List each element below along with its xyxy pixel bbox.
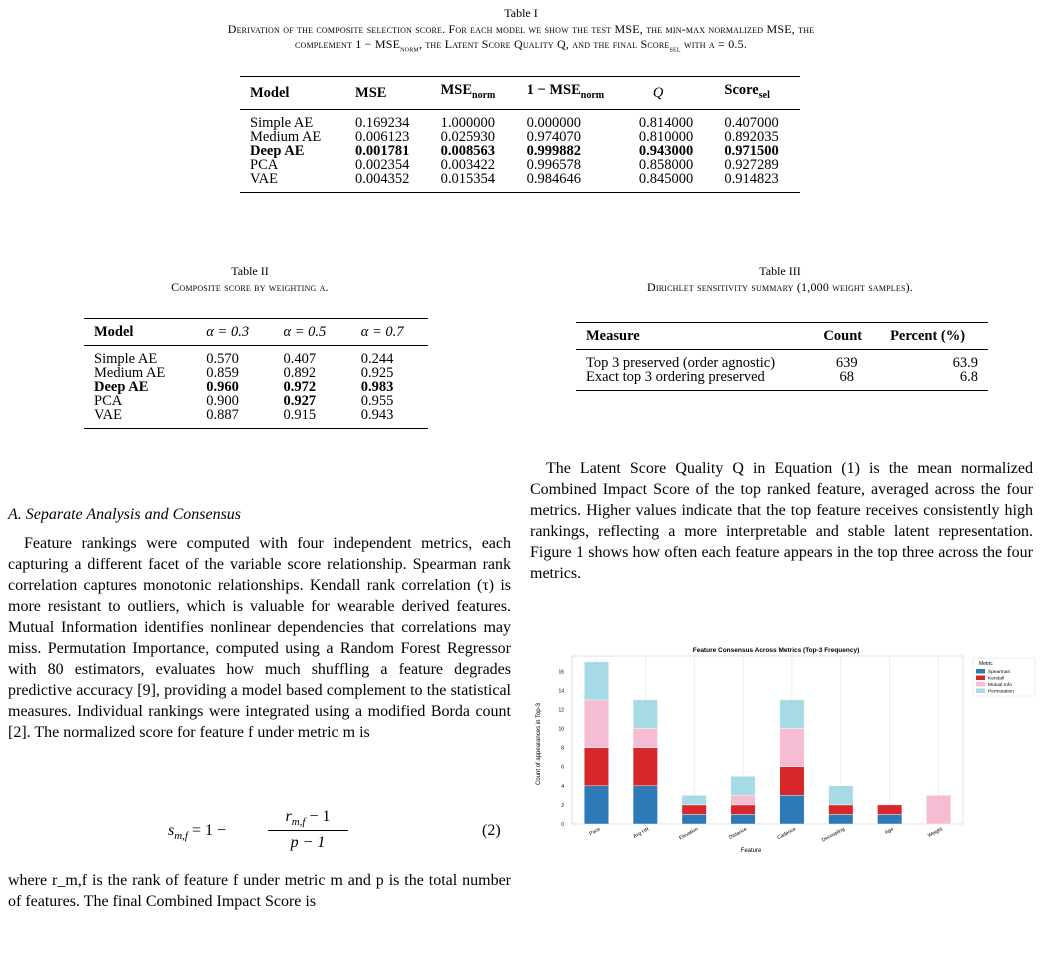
bar-segment-permutation <box>829 786 853 805</box>
bar-segment-spearman <box>877 814 901 824</box>
eq-num-sub: m,f <box>291 816 306 829</box>
bar-segment-permutation <box>633 700 657 729</box>
table-row: Medium AE 0.859 0.892 0.925 <box>94 365 394 381</box>
left-paragraph-2 <box>8 870 511 912</box>
legend-label: Spearman <box>988 670 1011 675</box>
bar-segment-spearman <box>780 795 804 824</box>
x-tick-label: Weight <box>927 826 944 840</box>
bar-segment-kendall <box>731 805 755 815</box>
x-tick-label: Decoupling <box>820 826 846 844</box>
left-paragraph-1 <box>8 533 511 743</box>
t3-h0: Measure <box>576 323 813 350</box>
t1-h1: MSE <box>345 77 431 110</box>
t3-h2: Percent (%) <box>880 323 988 350</box>
y-tick-label: 16 <box>558 669 564 676</box>
eq-lhs-sub: m,f <box>174 830 188 843</box>
table1-number: Table I <box>504 6 538 20</box>
legend-swatch <box>976 682 985 687</box>
legend-label: Mutual Info <box>988 683 1012 688</box>
y-tick-label: 14 <box>558 688 564 695</box>
table1-caption-sel: sel <box>669 43 681 54</box>
bar-segment-spearman <box>633 786 657 824</box>
bar-segment-permutation <box>731 776 755 795</box>
eq-num-tail: − 1 <box>305 808 331 825</box>
y-tick-label: 2 <box>561 802 564 809</box>
eq-mid: = 1 − <box>187 822 227 839</box>
table1-caption <box>0 22 1042 56</box>
table1-caption-line2: complement 1 − MSE <box>294 37 401 51</box>
table-row: Top 3 preserved (order agnostic) 639 63.9 <box>586 355 978 371</box>
t2-h1: α = 0.3 <box>196 319 273 346</box>
t1-h4: Q <box>629 77 715 110</box>
feature-consensus-chart <box>530 644 1040 856</box>
bar-segment-mutual-info <box>731 795 755 805</box>
bar-segment-permutation <box>780 700 804 729</box>
bar-segment-mutual-info <box>926 795 950 824</box>
eq-lhs: s <box>168 822 175 839</box>
chart-title: Feature Consensus Across Metrics (Top-3 Frequency) <box>692 647 860 654</box>
right-paragraph <box>530 458 1033 584</box>
legend-swatch <box>976 689 985 694</box>
chart-ylabel: Count of appearances in Top-3 <box>536 703 542 785</box>
equation-2 <box>168 808 518 868</box>
legend-swatch <box>976 669 985 674</box>
y-tick-label: 0 <box>561 822 564 828</box>
table2-caption: Composite score by weighting α. <box>171 280 329 294</box>
right-para-text: The Latent Score Quality Q in Equation (1) is the mean normalized Combined Impact Score of the top ranked feature, averaged across the four metrics. Higher values indicate that the top feature receives consistently high rankings, reflecting a more interpretable and stable latent representation. Figure 1 shows how often each feature appears in the top three across the four metrics. <box>530 460 1033 582</box>
table3 <box>576 322 988 391</box>
table3-caption: Dirichlet sensitivity summary (1,000 weight samples). <box>646 280 914 294</box>
chart-legend <box>973 658 1035 696</box>
table-row: VAE 0.887 0.915 0.943 <box>84 408 428 429</box>
table-row: VAE 0.004352 0.015354 0.984646 0.845000 0.914823 <box>240 172 800 193</box>
bar-segment-kendall <box>780 767 804 796</box>
bar-segment-permutation <box>584 662 608 700</box>
legend-swatch <box>976 676 985 681</box>
table1-caption-line2c: with α = 0.5. <box>680 37 748 51</box>
legend-label: Kendall <box>988 676 1005 682</box>
t2-h2: α = 0.5 <box>274 319 351 346</box>
bar-segment-permutation <box>682 795 706 805</box>
x-tick-label: Distance <box>728 826 749 841</box>
table1-caption-line2b: , the Latent Score Quality Q, and the final Score <box>418 37 670 51</box>
bar-segment-mutual-info <box>633 729 657 748</box>
legend-label: Permutation <box>988 689 1014 695</box>
bar-segment-spearman <box>829 814 853 824</box>
bar-segment-kendall <box>877 805 901 815</box>
table3-number: Table III <box>759 264 801 278</box>
y-tick-label: 12 <box>558 707 564 714</box>
table-row: Exact top 3 ordering preserved 68 6.8 <box>576 370 988 391</box>
bar-segment-mutual-info <box>780 729 804 767</box>
table2 <box>84 318 428 429</box>
table-row: PCA 0.002354 0.003422 0.996578 0.858000 0.927289 <box>250 156 779 173</box>
table-row: Simple AE 0.169234 1.000000 0.000000 0.814000 0.407000 <box>250 114 779 131</box>
t1-h5: Score$_{sel}$ <box>714 77 800 110</box>
bar-segment-mutual-info <box>584 700 608 748</box>
t2-h0: Model <box>84 319 196 346</box>
t2-h3: α = 0.7 <box>351 319 428 346</box>
eq-number: (2) <box>482 822 501 839</box>
table-row: Deep AE 0.001781 0.008563 0.999882 0.943000 0.971500 <box>250 142 779 159</box>
table1 <box>240 76 800 193</box>
legend-title: Metric <box>979 661 993 667</box>
y-tick-label: 4 <box>561 783 564 790</box>
left-para2-text: where r_m,f is the rank of feature f under metric m and p is the total number of features. The final Combined Impact Score is <box>8 872 511 910</box>
table1-caption-line1: Derivation of the composite selection score. For each model we show the test MSE, the min-max normalized MSE, the <box>227 22 815 36</box>
y-tick-label: 10 <box>558 726 564 733</box>
chart-xlabel: Feature <box>740 848 762 854</box>
t1-h3: $1 - MSE_{norm}$ <box>517 77 629 110</box>
bar-segment-kendall <box>829 805 853 815</box>
y-tick-label: 6 <box>561 764 564 771</box>
x-tick-label: Pace <box>588 826 602 838</box>
table1-caption-norm: norm <box>400 43 419 54</box>
x-tick-label: Cadence <box>776 826 797 842</box>
x-tick-label: Age <box>883 826 895 836</box>
bar-segment-spearman <box>731 814 755 824</box>
eq-den: p − 1 <box>290 834 326 851</box>
bar-segment-spearman <box>682 814 706 824</box>
x-tick-label: Avg HR <box>632 826 651 840</box>
left-para1-text: Feature rankings were computed with four independent metrics, each capturing a different facet of the variable score relationship. Spearman rank correlation captures monotonic relationships. Kendall rank correlation (τ) is more resistant to outliers, which is valuable for wearable derived features. Mutual Information identifies nonlinear dependencies that correlations may miss. Permutation Importance, computed using a Random Forest Regressor with 80 estimators, evaluates how much shuffling a feature degrades predictive accuracy [9], providing a model based complement to the statistical measures. Individual rankings were integrated using a modified Borda count [2]. The normalized score for feature f under metric m is <box>8 535 511 741</box>
table-row: Medium AE 0.006123 0.025930 0.974070 0.810000 0.892035 <box>250 128 779 145</box>
table-row: Simple AE 0.570 0.407 0.244 <box>94 351 394 367</box>
eq-num: r <box>285 808 292 825</box>
t1-h2: $MSE_{norm}$ <box>431 77 517 110</box>
table2-number: Table II <box>231 264 269 278</box>
bar-segment-spearman <box>584 786 608 824</box>
bar-segment-kendall <box>682 805 706 815</box>
x-tick-label: Elevation <box>678 826 700 842</box>
bar-segment-kendall <box>584 748 608 786</box>
t3-h1: Count <box>813 323 880 350</box>
section-title: A. Separate Analysis and Consensus <box>8 506 242 523</box>
table-row: PCA 0.900 0.927 0.955 <box>94 393 394 409</box>
plot-area <box>572 656 963 824</box>
t1-h0: Model <box>240 77 345 110</box>
table-row: Deep AE 0.960 0.972 0.983 <box>94 379 394 395</box>
y-tick-label: 8 <box>561 745 564 752</box>
bar-segment-kendall <box>633 748 657 786</box>
